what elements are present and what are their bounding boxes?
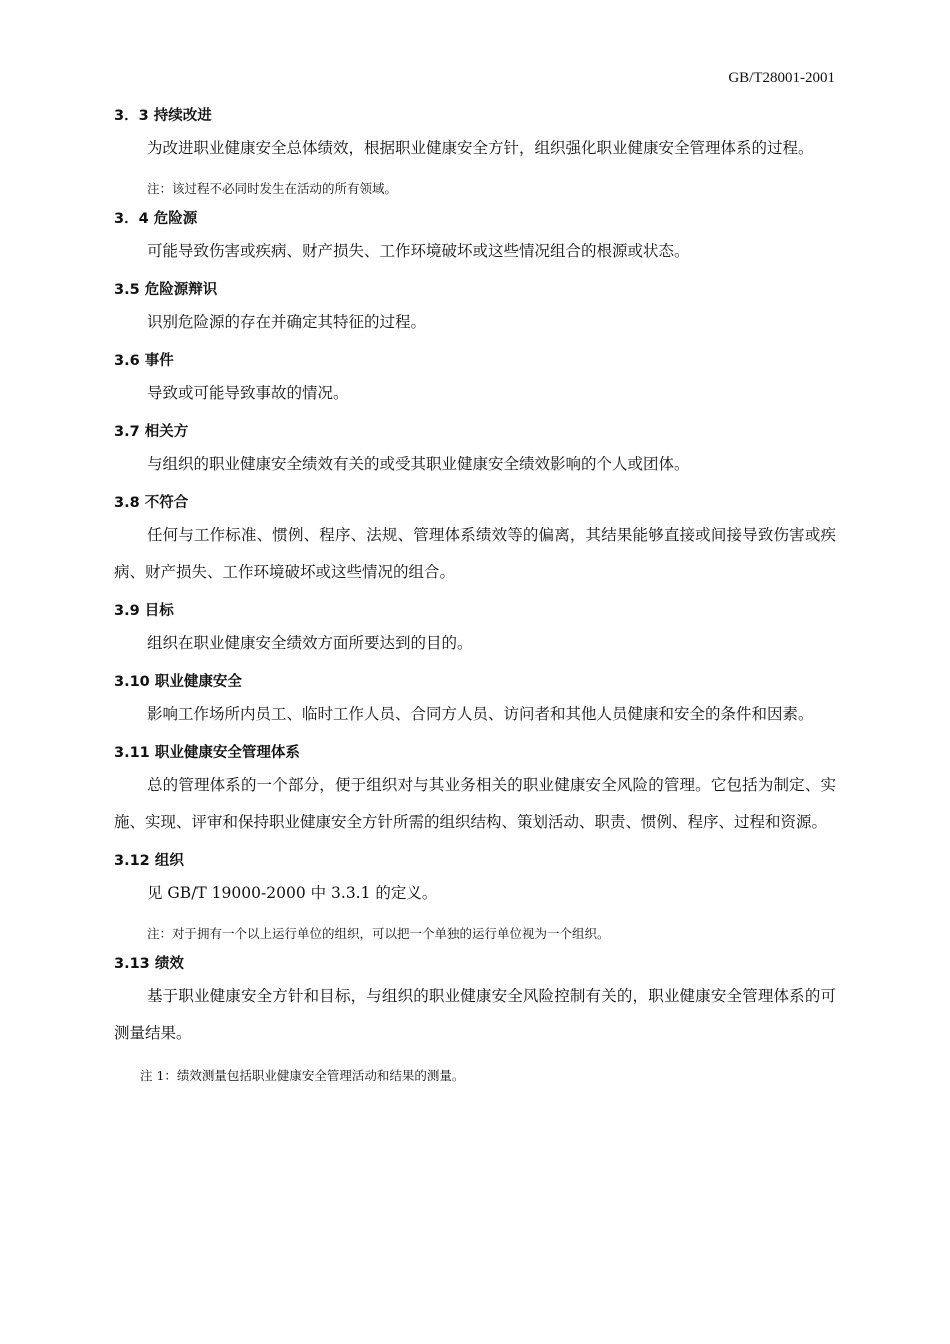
section-3-11 — [114, 741, 836, 841]
section-paragraph: 导致或可能导致事故的情况。 — [147, 384, 349, 402]
section-3-13 — [114, 952, 836, 1086]
section-heading: 3.7 相关方 — [114, 424, 189, 440]
section-note: 注 1：绩效测量包括职业健康安全管理活动和结果的测量。 — [140, 1068, 465, 1083]
section-heading: 3.12 组织 — [114, 853, 184, 869]
section-paragraph: 可能导致伤害或疾病、财产损失、工作环境破坏或这些情况组合的根源或状态。 — [147, 242, 690, 260]
section-3-5 — [114, 278, 836, 341]
section-paragraph: 任何与工作标准、惯例、程序、法规、管理体系绩效等的偏离，其结果能够直接或间接导致伤害或疾病、财产损失、工作环境破坏或这些情况的组合。 — [114, 526, 836, 581]
section-note: 注：该过程不必同时发生在活动的所有领域。 — [147, 181, 398, 196]
section-paragraph: 识别危险源的存在并确定其特征的过程。 — [147, 313, 427, 331]
section-3-4 — [114, 207, 836, 270]
section-heading: 3.11 职业健康安全管理体系 — [114, 745, 300, 761]
section-heading: 3．4 危险源 — [114, 211, 198, 227]
section-paragraph: 基于职业健康安全方针和目标，与组织的职业健康安全风险控制有关的，职业健康安全管理体系的可测量结果。 — [114, 987, 836, 1042]
section-heading: 3.8 不符合 — [114, 495, 189, 511]
document-code: GB/T28001-2001 — [728, 70, 835, 86]
section-heading: 3．3 持续改进 — [114, 108, 212, 124]
section-3-12 — [114, 849, 836, 944]
section-3-6 — [114, 349, 836, 412]
section-paragraph: 见 GB/T 19000-2000 中 3.3.1 的定义。 — [147, 884, 438, 902]
section-3-8 — [114, 491, 836, 591]
section-3-3 — [114, 104, 836, 199]
section-3-7 — [114, 420, 836, 483]
section-heading: 3.9 目标 — [114, 603, 174, 619]
section-paragraph: 总的管理体系的一个部分，便于组织对与其业务相关的职业健康安全风险的管理。它包括为制定、实施、实现、评审和保持职业健康安全方针所需的组织结构、策划活动、职责、惯例、程序、过程和资源。 — [114, 776, 836, 831]
document-body — [114, 104, 836, 1094]
section-paragraph: 组织在职业健康安全绩效方面所要达到的目的。 — [147, 634, 473, 652]
section-paragraph: 为改进职业健康安全总体绩效，根据职业健康安全方针，组织强化职业健康安全管理体系的过程。 — [147, 139, 814, 157]
section-heading: 3.6 事件 — [114, 353, 174, 369]
section-heading: 3.5 危险源辩识 — [114, 282, 218, 298]
section-paragraph: 影响工作场所内员工、临时工作人员、合同方人员、访问者和其他人员健康和安全的条件和因素。 — [147, 705, 814, 723]
section-heading: 3.13 绩效 — [114, 956, 184, 972]
section-note: 注：对于拥有一个以上运行单位的组织，可以把一个单独的运行单位视为一个组织。 — [147, 926, 610, 941]
section-paragraph: 与组织的职业健康安全绩效有关的或受其职业健康安全绩效影响的个人或团体。 — [147, 455, 690, 473]
section-3-9 — [114, 599, 836, 662]
section-heading: 3.10 职业健康安全 — [114, 674, 242, 690]
section-3-10 — [114, 670, 836, 733]
